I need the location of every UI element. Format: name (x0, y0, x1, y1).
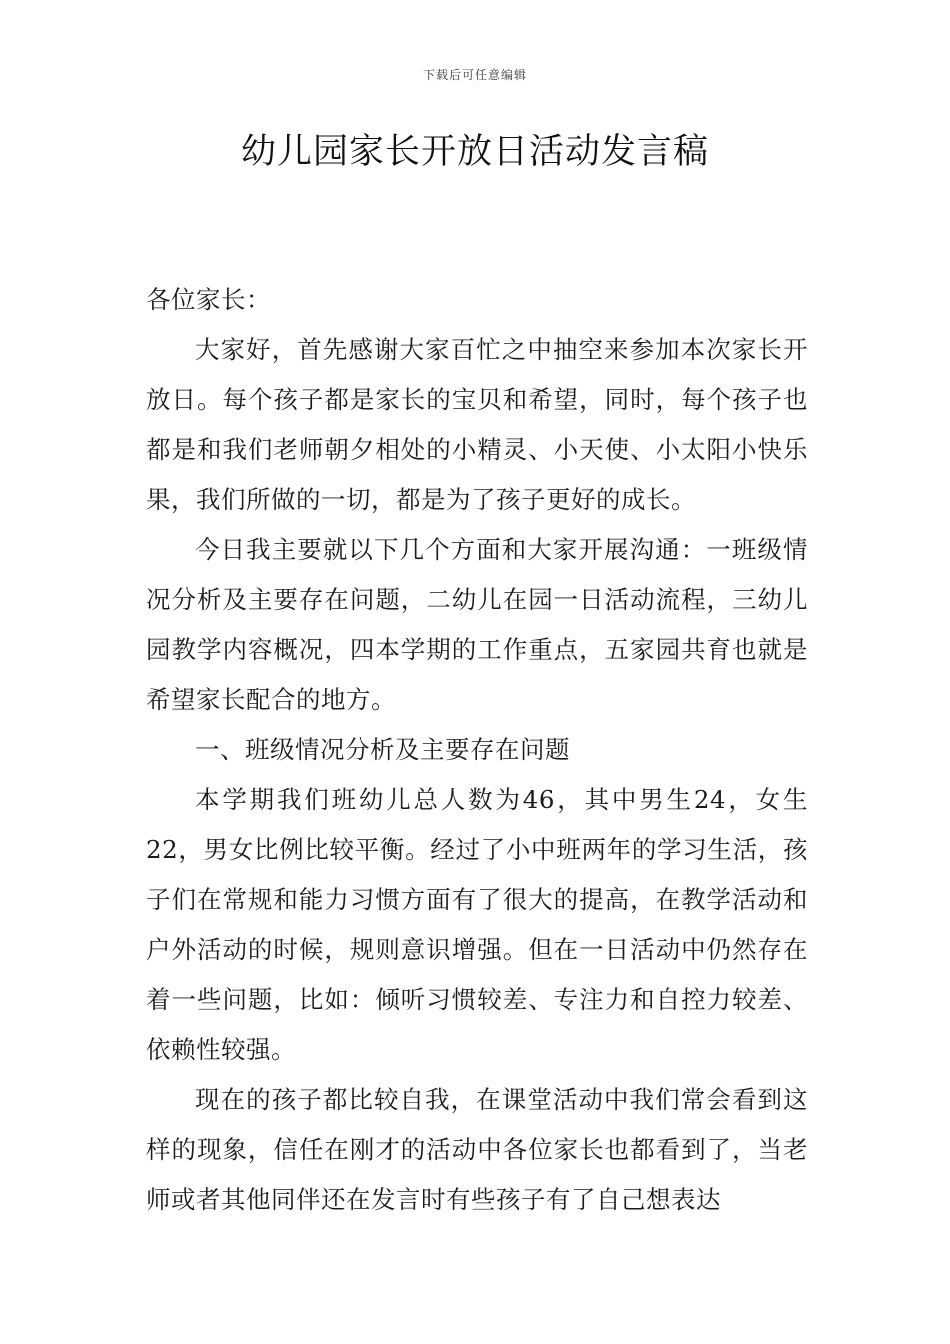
paragraph-greeting: 大家好，首先感谢大家百忙之中抽空来参加本次家长开放日。每个孩子都是家长的宝贝和希望，同时，每个孩子也都是和我们老师朝夕相处的小精灵、小天使、小太阳小快乐果，我们所做的一切，都是为了孩子更好的成长。 (146, 335, 808, 514)
paragraph-class-analysis: 本学期我们班幼儿总人数为46，其中男生24，女生22，男女比例比较平衡。经过了小中班两年的学习生活，孩子们在常规和能力习惯方面有了很大的提高，在教学活动和户外活动的时候，规则意识增强。但在一日活动中仍然存在着一些问题，比如：倾听习惯较差、专注力和自控力较差、依赖性较强。 (146, 785, 808, 1064)
document-body (146, 275, 808, 1225)
paragraph-self-centered: 现在的孩子都比较自我，在课堂活动中我们常会看到这样的现象，信任在刚才的活动中各位家长也都看到了，当老师或者其他同伴还在发言时有些孩子有了自己想表达 (146, 1085, 808, 1214)
paragraph-agenda: 今日我主要就以下几个方面和大家开展沟通：一班级情况分析及主要存在问题，二幼儿在园一日活动流程，三幼儿园教学内容概况，四本学期的工作重点，五家园共育也就是希望家长配合的地方。 (146, 535, 808, 714)
header-note: 下载后可任意编辑 (422, 68, 527, 82)
section-heading-1: 一、班级情况分析及主要存在问题 (195, 735, 570, 764)
salutation: 各位家长： (146, 285, 271, 314)
document-title: 幼儿园家长开放日活动发言稿 (240, 132, 709, 172)
